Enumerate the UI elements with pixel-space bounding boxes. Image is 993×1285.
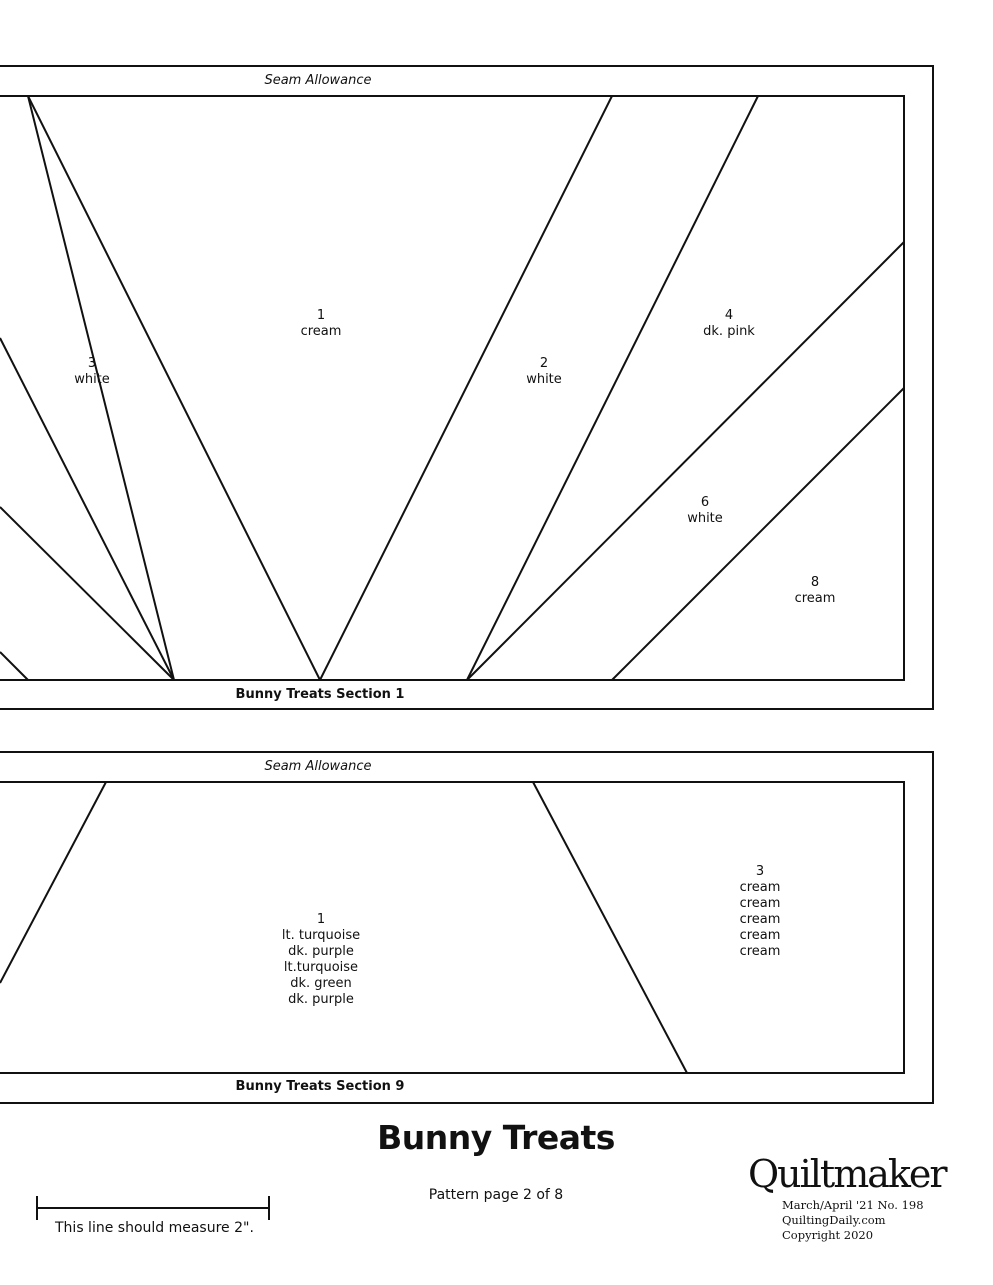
- seam-line: [0, 782, 106, 983]
- seam-line: [0, 507, 174, 680]
- piece-label: [795, 575, 836, 607]
- piece-number: 8: [810, 575, 820, 590]
- piece-color: cream: [739, 928, 781, 943]
- piece-color: cream: [739, 912, 781, 927]
- piece-label: [301, 308, 342, 340]
- piece-color: lt. turquoise: [281, 928, 361, 943]
- piece-color: white: [74, 372, 110, 387]
- piece-color: dk. pink: [703, 324, 755, 339]
- piece-number: 1: [316, 308, 326, 323]
- piece-color: lt.turquoise: [283, 960, 359, 975]
- piece-color: dk. purple: [288, 992, 354, 1007]
- piece-number: 1: [316, 912, 326, 927]
- seam-line: [467, 242, 904, 680]
- seam-line: [467, 96, 758, 680]
- piece-color: cream: [794, 591, 836, 606]
- measure-note: This line should measure 2".: [55, 1220, 254, 1236]
- seam-line: [533, 782, 687, 1073]
- piece-color: cream: [739, 880, 781, 895]
- section1-title: Bunny Treats Section 1: [235, 687, 405, 702]
- page-number: Pattern page 2 of 8: [428, 1187, 564, 1203]
- piece-color: cream: [739, 896, 781, 911]
- piece-color: white: [687, 511, 723, 526]
- piece-number: 2: [539, 356, 549, 371]
- piece-number: 6: [700, 495, 710, 510]
- brand-logo: Quiltmaker: [748, 1152, 946, 1196]
- seam-line: [320, 96, 612, 680]
- seam-line: [28, 96, 174, 680]
- website-line: QuiltingDaily.com: [782, 1213, 886, 1227]
- seam-line: [0, 652, 28, 680]
- copyright-line: Copyright 2020: [782, 1228, 874, 1242]
- piece-label: [74, 356, 110, 388]
- seam-line: [0, 338, 174, 680]
- piece-number: 3: [755, 864, 765, 879]
- publication-info: [782, 1198, 924, 1243]
- seam-line: [28, 96, 320, 680]
- seam-line: [612, 388, 904, 680]
- piece-number: 3: [87, 356, 97, 371]
- piece-color: white: [526, 372, 562, 387]
- piece-color: dk. green: [290, 976, 352, 991]
- piece-color: cream: [739, 944, 781, 959]
- seam-allowance-label: Seam Allowance: [264, 73, 372, 88]
- piece-label: [703, 308, 755, 340]
- piece-color: dk. purple: [288, 944, 354, 959]
- issue-line: March/April '21 No. 198: [782, 1198, 924, 1212]
- piece-label: [282, 912, 360, 1008]
- section1-inner-frame: [0, 96, 904, 680]
- section9-title: Bunny Treats Section 9: [235, 1079, 405, 1094]
- section9-seam-frame: [0, 752, 933, 1103]
- piece-label: [526, 356, 562, 388]
- piece-label: [687, 495, 723, 527]
- piece-number: 4: [724, 308, 734, 323]
- piece-color: cream: [300, 324, 342, 339]
- pattern-title: Bunny Treats: [377, 1118, 615, 1157]
- seam-allowance-label: Seam Allowance: [264, 759, 372, 774]
- piece-label: [740, 864, 781, 960]
